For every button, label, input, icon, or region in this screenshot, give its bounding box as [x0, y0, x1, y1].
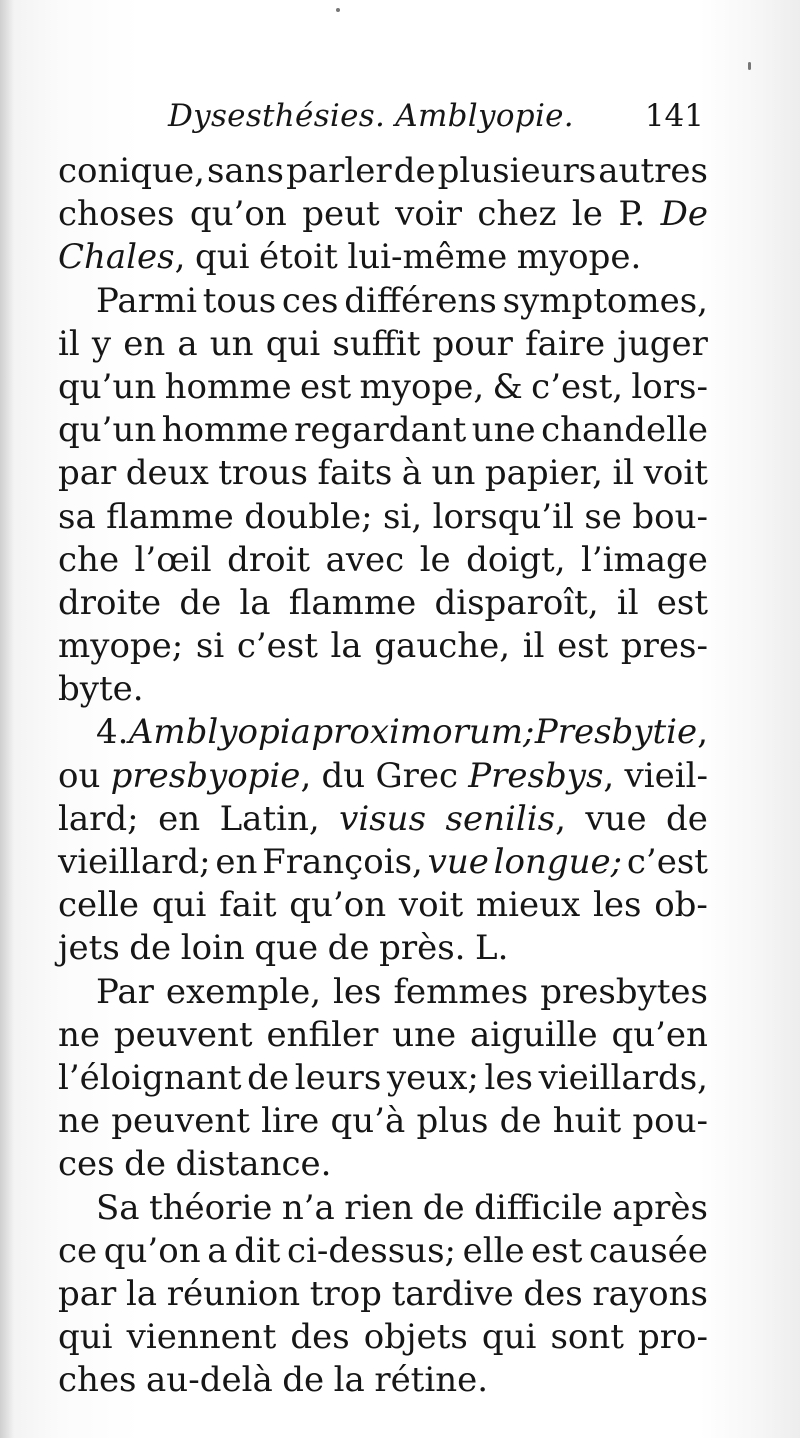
word: plusieurs — [437, 151, 597, 191]
text-line — [58, 1316, 708, 1359]
word: visus — [339, 798, 427, 839]
word: chez — [477, 194, 557, 235]
word: qui — [481, 1317, 537, 1358]
word: réunion — [166, 1273, 301, 1314]
word: qu’on — [289, 885, 387, 926]
word: avec — [325, 539, 405, 580]
text-line — [58, 841, 708, 884]
word: est — [299, 366, 352, 407]
word: peut — [302, 194, 380, 235]
word: il — [58, 323, 80, 364]
text-line — [58, 323, 708, 366]
word: la — [239, 582, 271, 623]
word: ce — [58, 1230, 98, 1271]
word: myope. — [516, 237, 642, 278]
word: , — [300, 755, 312, 796]
text-line — [58, 711, 708, 754]
ink-speck — [336, 8, 340, 12]
text-line — [58, 1143, 708, 1186]
word: du — [321, 755, 366, 796]
word: vue — [427, 842, 489, 882]
word: pou- — [632, 1101, 708, 1142]
word: regardant — [294, 410, 467, 451]
word: P. — [618, 194, 646, 235]
word: qu’un — [58, 410, 157, 451]
word: choses — [58, 194, 175, 235]
word: aiguille — [470, 1014, 598, 1055]
word: après — [612, 1187, 708, 1228]
word: pour — [432, 323, 513, 364]
text-line — [58, 1230, 708, 1273]
text-line — [58, 366, 708, 409]
word: est — [557, 626, 609, 667]
word: les — [333, 971, 382, 1012]
ink-speck — [748, 62, 751, 70]
word: des — [523, 1273, 583, 1314]
word: , — [603, 755, 615, 796]
word: pro- — [638, 1317, 708, 1358]
word: tardive — [391, 1273, 514, 1314]
word: difficile — [474, 1187, 603, 1228]
word: , — [174, 237, 186, 278]
text-line — [58, 668, 708, 711]
word: voir — [395, 194, 462, 235]
text-line — [58, 452, 708, 495]
word: double; — [244, 496, 373, 537]
word: qui — [265, 323, 321, 364]
word: pres- — [620, 626, 708, 667]
word: homme — [164, 366, 292, 407]
word: vieillards, — [538, 1057, 708, 1098]
word: au-delà — [146, 1360, 273, 1401]
word: y — [91, 323, 112, 364]
text-line — [58, 236, 708, 279]
word: vieillard; — [58, 842, 211, 882]
word: chandelle — [541, 410, 708, 451]
word: sont — [550, 1317, 624, 1358]
word: c’est — [236, 626, 318, 667]
word: voit — [398, 885, 464, 926]
word: de — [179, 582, 222, 623]
page-gutter-shadow — [0, 0, 14, 1438]
word: que — [254, 928, 319, 969]
word: sans — [206, 151, 285, 191]
word: en — [123, 323, 166, 364]
word: qu’à — [330, 1101, 406, 1142]
text-line — [58, 884, 708, 927]
word: loin — [180, 928, 245, 969]
word-group — [111, 755, 312, 798]
word: le — [419, 539, 451, 580]
word-group — [468, 755, 614, 798]
word-group — [446, 798, 566, 841]
word: presbytes — [540, 971, 708, 1012]
word: senilis — [445, 798, 556, 839]
word: sa — [58, 496, 96, 537]
word: causée — [589, 1230, 708, 1271]
word: ches — [58, 1360, 137, 1401]
word: Presbytie — [534, 712, 698, 753]
word: par — [58, 1273, 117, 1314]
word: un — [431, 453, 476, 494]
word: homme — [161, 410, 289, 451]
word: flamme — [288, 582, 417, 623]
word: il — [616, 582, 639, 623]
word: peuvent — [113, 1014, 253, 1055]
word: de — [282, 1360, 325, 1401]
word: mieux — [475, 885, 581, 926]
word: fait — [219, 885, 277, 926]
word: a — [207, 1230, 228, 1271]
word: peuvent — [111, 1101, 250, 1142]
word: tous — [202, 280, 277, 321]
word: longue; — [493, 842, 623, 882]
word: est — [531, 1230, 583, 1271]
word: de — [422, 1187, 465, 1228]
text-line — [58, 1359, 708, 1402]
word: De — [660, 194, 708, 235]
word: la — [125, 1273, 158, 1314]
word: est — [656, 582, 708, 623]
word: c’est — [626, 842, 708, 882]
text-line — [58, 625, 708, 668]
word: de — [129, 928, 172, 969]
word: , — [697, 712, 708, 753]
word: byte. — [58, 669, 144, 710]
word: par — [58, 453, 117, 494]
word: ne — [58, 1101, 101, 1142]
text-line — [58, 1057, 708, 1100]
word: yeux; — [386, 1057, 479, 1098]
word: qui — [151, 885, 207, 926]
word: symptomes, — [502, 280, 708, 321]
word: les — [484, 1057, 533, 1098]
word: qu’un — [58, 366, 157, 407]
word: proximorum; — [311, 712, 535, 753]
word: ne — [58, 1014, 101, 1055]
word: à — [401, 453, 423, 494]
word: che — [58, 539, 120, 580]
word: qu’on — [189, 194, 287, 235]
word: ou — [58, 755, 101, 796]
text-line — [58, 150, 708, 193]
word-group — [535, 711, 708, 754]
text-line — [58, 582, 708, 625]
word: distance. — [175, 1144, 332, 1185]
word: objets — [363, 1317, 468, 1358]
word: il — [612, 453, 635, 494]
word: viennent — [126, 1317, 277, 1358]
word: rayons — [592, 1273, 708, 1314]
word: de — [499, 1101, 542, 1142]
body-text — [58, 150, 708, 1402]
word: de — [327, 928, 370, 969]
word: de — [124, 1144, 167, 1185]
text-line — [58, 927, 708, 970]
text-line — [58, 1273, 708, 1316]
word: lorsqu’il — [432, 496, 574, 537]
word: Grec — [375, 755, 459, 796]
text-line — [58, 280, 708, 323]
text-line — [58, 971, 708, 1014]
word: voit — [643, 453, 708, 494]
text-line — [58, 755, 708, 798]
word: droite — [58, 582, 162, 623]
word: bou- — [632, 496, 708, 537]
word: droit — [227, 539, 311, 580]
word: vieil- — [624, 755, 708, 796]
word: si, — [383, 496, 423, 537]
word: ces — [281, 280, 339, 321]
word: presbyopie — [110, 755, 301, 796]
word: l’éloignant — [58, 1057, 242, 1098]
word: l’image — [580, 539, 708, 580]
paragraph — [58, 971, 708, 1187]
word: théorie — [148, 1187, 273, 1228]
word: lire — [261, 1101, 320, 1142]
word: près. — [379, 928, 466, 969]
word: l’œil — [134, 539, 212, 580]
word: des — [290, 1317, 350, 1358]
word: & — [492, 366, 523, 407]
word: femmes — [393, 971, 529, 1012]
word: lors- — [631, 366, 708, 407]
text-line — [58, 539, 708, 582]
word: exemple, — [165, 971, 322, 1012]
word: qui — [58, 1317, 113, 1358]
word: différens — [344, 280, 497, 321]
word: trous — [218, 453, 308, 494]
word: deux — [125, 453, 209, 494]
text-line — [58, 193, 708, 236]
word: se — [584, 496, 622, 537]
word: Par — [96, 971, 154, 1012]
word: vue — [585, 798, 647, 839]
word: les — [592, 885, 642, 926]
word: rien — [344, 1187, 414, 1228]
word: Parmi — [96, 280, 197, 321]
word: rétine. — [374, 1360, 489, 1401]
word: la — [330, 626, 362, 667]
paragraph — [58, 711, 708, 970]
word: la — [333, 1360, 365, 1401]
word: flamme — [106, 496, 234, 537]
word: n’a — [281, 1187, 335, 1228]
text-line — [58, 1187, 708, 1230]
word: 4. — [96, 712, 129, 753]
word: ci-dessus; — [286, 1230, 456, 1271]
word: François, — [262, 842, 423, 882]
word: plus — [416, 1101, 489, 1142]
word: celle — [58, 885, 140, 926]
word: ces — [58, 1144, 115, 1185]
word: enfiler — [266, 1014, 379, 1055]
word: une — [392, 1014, 457, 1055]
running-title: Dysesthésies. Amblyopie. — [168, 98, 574, 134]
word: ob- — [654, 885, 708, 926]
word: si — [195, 626, 225, 667]
word: gauche, — [374, 626, 511, 667]
word: trop — [309, 1273, 382, 1314]
paragraph — [58, 1187, 708, 1403]
word: faire — [525, 323, 606, 364]
word: de — [666, 798, 708, 839]
word: jets — [58, 928, 120, 969]
word: huit — [552, 1101, 622, 1142]
word: lui-même — [347, 237, 508, 278]
word: suffit — [332, 323, 421, 364]
word: en — [215, 842, 258, 882]
word: papier, — [484, 453, 603, 494]
word: parler — [286, 151, 392, 191]
word: leurs — [294, 1057, 382, 1098]
word: myope; — [58, 626, 184, 667]
running-header — [168, 98, 704, 146]
text-line — [58, 496, 708, 539]
text-line — [58, 1014, 708, 1057]
word: il — [522, 626, 545, 667]
text-line — [58, 798, 708, 841]
text-line — [58, 409, 708, 452]
word: qu’on — [103, 1230, 201, 1271]
word: juger — [617, 323, 708, 364]
word: faits — [317, 453, 393, 494]
paragraph — [58, 280, 708, 712]
word: c’est, — [531, 366, 624, 407]
word: de — [247, 1057, 290, 1098]
word: en — [158, 798, 201, 839]
word: autres — [598, 151, 708, 191]
word: L. — [474, 928, 509, 969]
word: lard; — [58, 798, 139, 839]
word: elle — [462, 1230, 525, 1271]
page-number: 141 — [644, 98, 704, 134]
word: Latin, — [219, 798, 320, 839]
word: dit — [234, 1230, 281, 1271]
word: conique, — [58, 151, 205, 191]
word: Amblyopia — [128, 712, 311, 753]
word: de — [393, 151, 436, 191]
word: doigt, — [466, 539, 566, 580]
word: le — [571, 194, 603, 235]
word: Chales — [58, 237, 175, 278]
word: une — [471, 410, 536, 451]
paragraph — [58, 150, 708, 280]
text-line — [58, 1100, 708, 1143]
word: Presbys — [468, 755, 604, 796]
word: étoit — [259, 237, 338, 278]
word: myope, — [359, 366, 485, 407]
word: disparoît, — [434, 582, 599, 623]
word: Sa — [96, 1187, 140, 1228]
word: a — [177, 323, 198, 364]
word: un — [209, 323, 254, 364]
word: , — [555, 798, 566, 839]
word: qu’en — [611, 1014, 708, 1055]
word: qui — [194, 237, 250, 278]
